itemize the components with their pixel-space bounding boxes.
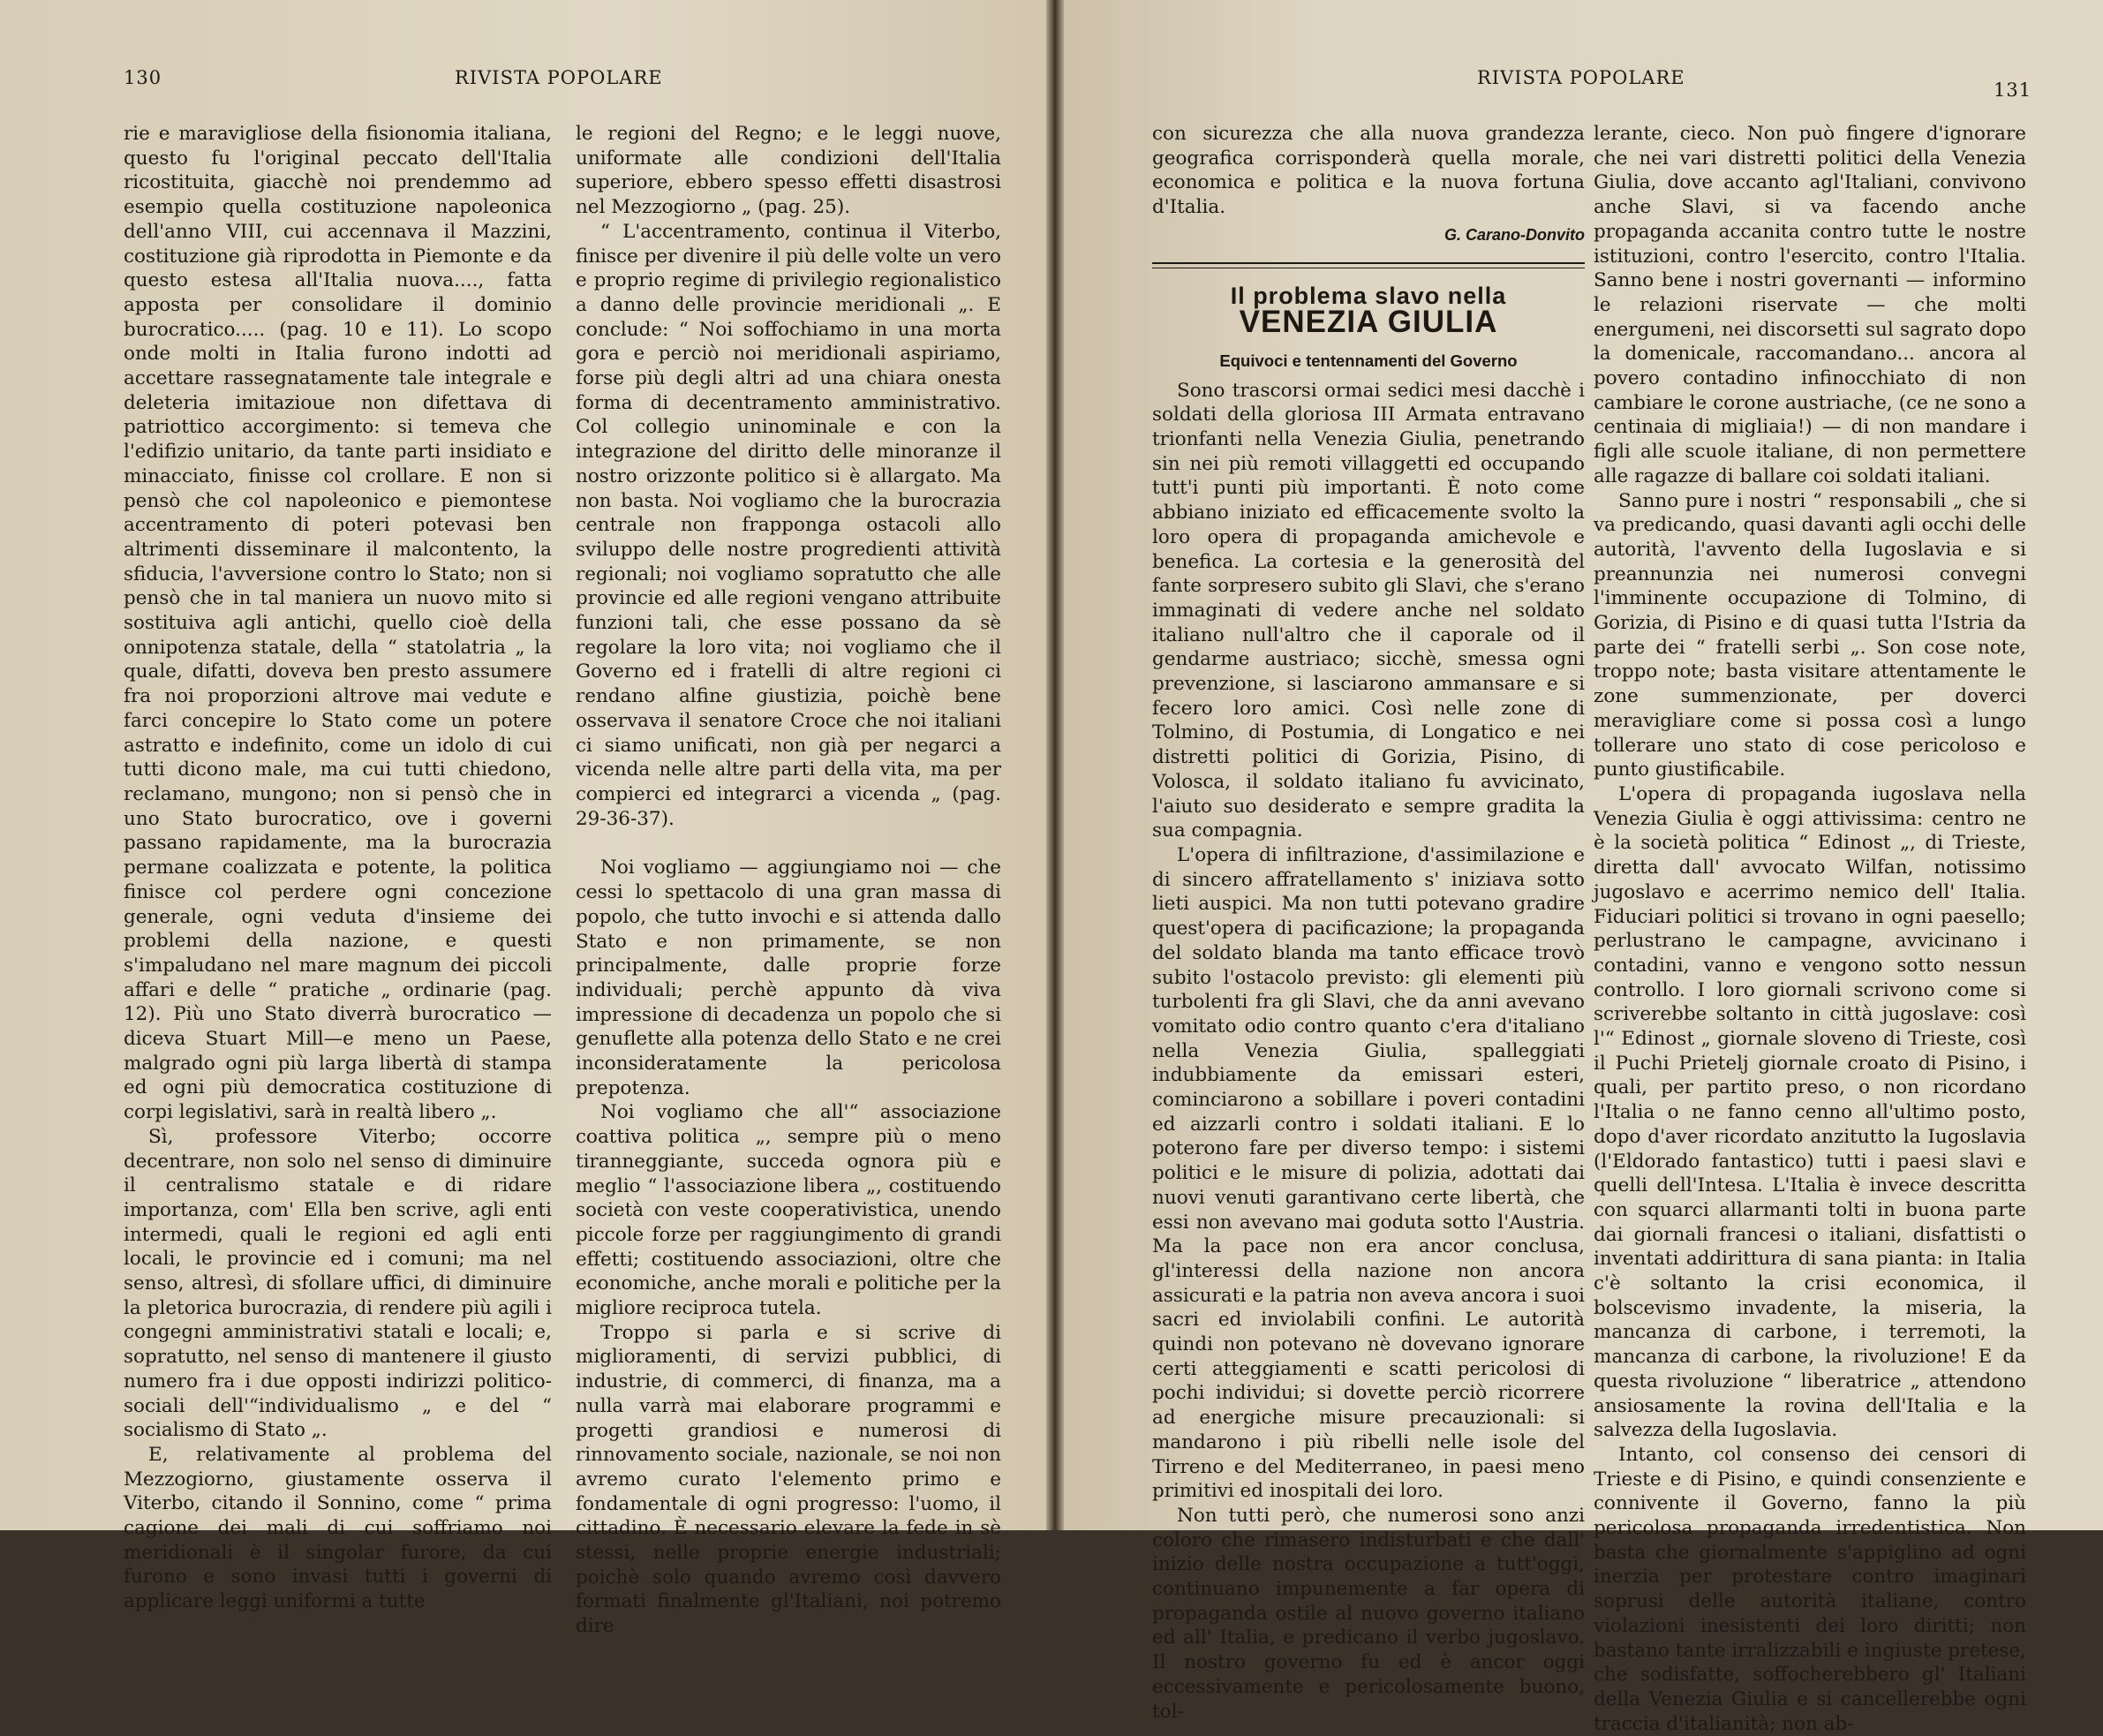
left-column-2 (576, 122, 1001, 1639)
article-title: VENEZIA GIULIA (1239, 305, 1498, 340)
author-signature: G. Carano-Donvito (1443, 225, 1585, 244)
running-head: RIVISTA POPOLARE (1477, 67, 1685, 88)
left-page (0, 0, 1046, 1638)
paragraph: Sì, professore Viterbo; occorre decentrare, non solo nel senso di diminuire il centralismo statale e di ridare importanza, com' Ella ben scrive, agli enti intermedi, quali le regioni ed agli enti locali, le provincie ed i comuni; ma nel senso, altresì, di sfollare uffici, di diminuire la pletorica burocrazia, di rendere più agili i congegni amministrativi statali e locali; e, sopratutto, nel senso di mantenere il giusto numero fra i due opposti indirizzi politico-sociali dell'“individualismo „ e del “ socialismo di Stato „. (124, 1125, 552, 1442)
article-kicker: Il problema slavo nella (1230, 282, 1507, 309)
paragraph: Non tutti però, che numerosi sono anzi coloro che rimasero indisturbati e che dall' inizio delle nostra occupazione a tutt'oggi, continuano impunemente a far opera di propaganda ostile al nuovo governo italiano ed all' Italia, e predicano il verbo jugoslavo. Il nostro governo fu ed è ancor oggi eccessivamente e pericolosamente buono, tol- (1152, 1504, 1585, 1723)
paragraph: con sicurezza che alla nuova grandezza geografica corrisponderà quella morale, economica e politica e la nuova fortuna d'Italia. (1152, 123, 1585, 219)
paragraph: Troppo si parla e si scrive di miglioramenti, di servizi pubblici, di industrie, di commerci, di finanza, ma a nulla varrà mai elaborare programmi e progetti grandiosi e numerosi di rinnovamento sociale, nazionale, se noi non avremo curato l'elemento primo e fondamentale di ogni progresso: l'uomo, il cittadino. È necessario elevare la fede in sè stessi, nelle proprie energie industriali; poichè solo quando avremo così davvero formati finalmente gl'Italiani, noi potremo dire (576, 1321, 1001, 1638)
book-gutter (1046, 0, 1064, 1530)
paragraph: L'opera di propaganda iugoslava nella Venezia Giulia è oggi attivissima: centro ne è la società politica “ Edinost „, di Trieste, diretta dall' avvocato Wilfan, notissimo jugoslavo e acerrimo nemico dell' Italia. Fiduciari politici si trovano in ogni paesello; perlustrano le campagne, avvicinano i contadini, vanno e vengono sotto nessun controllo. I loro giornali scrivono come si scriverebbe soltanto in città jugoslave: così l'“ Edinost „ giornale sloveno di Trieste, così il Puchi Prietelj giornale croato di Pisino, i quali, per partito preso, o non ricordano l'Italia o ne fanno cenno all'ultimo posto, dopo d'aver ricordato anzitutto la Iugoslavia (l'Eldorado fantastico) tutti i paesi slavi e quelli dell'Intesa. L'Italia è invece descritta con squarci allarmanti tolti in buona parte dai giornali francesi o italiani, disfattisti o inventati addirittura di sana pianta: in Italia c'è soltanto la crisi economica, il bolscevismo invadente, la miseria, la mancanza di carbone, i terremoti, la mancanza di carbone, la rivoluzione! E da questa rivoluzione “ liberatrice „ attendono ansiosamente la rovina dell'Italia e la salvezza della Iugoslavia. (1594, 782, 2026, 1442)
paragraph: Noi vogliamo — aggiungiamo noi — che cessi lo spettacolo di una gran massa di popolo, che tutto invochi e si attenda dallo Stato e non primamente, se non principalmente, dalle proprie forze individuali; perchè appunto dà viva impressione di decadenza un popolo che si genuflette alla potenza dello Stato e ne crei inconsideratamente la pericolosa prepotenza. (576, 857, 1001, 1099)
right-column-2 (1594, 122, 2026, 1736)
right-page (1064, 0, 2103, 1735)
paragraph: lerante, cieco. Non può fingere d'ignorare che nei vari distretti politici della Venezia Giulia, dove accanto agl'Italiani, convivono anche Slavi, si va facendo anche propaganda accanita contro tutte le nostre istituzioni, contro l'esercito, contro l'Italia. Sanno bene i nostri governanti — informino le relazioni riservate — che molti energumeni, nei discorsetti sul sagrato dopo la domenicale, raccomandano... ancora al povero contadino infinocchiato di non cambiare le corone austriache, (ce ne sono a centinaia di migliaia!) — di non mandare i figli alle scuole italiane, di non permettere alle ragazze di ballare coi soldati italiani. (1594, 123, 2026, 487)
running-head: RIVISTA POPOLARE (455, 67, 663, 88)
paragraph: le regioni del Regno; e le leggi nuove, uniformate alle condizioni dell'Italia superiore, ebbero spesso effetti disastrosi nel Mezzogiorno „ (pag. 25). (576, 123, 1001, 219)
left-column-1 (124, 122, 552, 1614)
paragraph: L'opera di infiltrazione, d'assimilazione e di sincero affratellamento s' iniziava sotto lieti auspici. Ma non tutti potevano gradire quest'opera di pacificazione; la propaganda del soldato blanda ma tanto efficace trovò subito l'ostacolo previsto: gli elementi più turbolenti fra gli Slavi, che da anni avevano vomitato odio contro quanto c'era d'italiano nella Venezia Giulia, spalleggiati indubbiamente da emissari esteri, cominciarono a sobillare i poveri contadini ed aizzarli contro i soldati italiani. E lo poterono fare per diverso tempo: i sistemi politici e le misure di polizia, adottati dai nuovi venuti garantivano certe libertà, che essi non avevano mai goduta sotto l'Austria. Ma la pace non era ancor conclusa, gl'interessi della nazione non ancora assicurati e la patria non aveva ancora i suoi sacri ed inviolabili confini. Le autorità quindi non potevano nè dovevano ignorare certi atteggiamenti e scatti pericolosi di pochi individui; si dovette perciò ricorrere ad energiche misure precauzionali: si mandarono i più ribelli nelle isole del Tirreno e del Mediterraneo, in paesi meno primitivi ed inospitali dei loro. (1152, 843, 1585, 1503)
page-number: 130 (124, 67, 162, 88)
paragraph: Sanno pure i nostri “ responsabili „ che si va predicando, quasi davanti agli occhi delle autorità, l'avvento della Iugoslavia e si preannunzia nei numerosi convegni l'imminente occupazione di Tolmino, di Gorizia, di Pisino e di quasi tutta l'Istria da parte dei “ fratelli serbi „. Son cose note, troppo note; basta visitare attentamente le zone summenzionate, per doverci meravigliare come si possa così a lungo tollerare uno stato di cose pericoloso e punto giustificabile. (1594, 489, 2026, 781)
divider (1152, 262, 1585, 264)
paragraph: rie e maravigliose della fisionomia italiana, questo fu l'original peccato dell'Italia ricostituita, giacchè noi prendemmo ad esempio quella costituzione napoleonica dell'anno VIII, cui accennava il Mazzini, costituzione già riprodotta in Piemonte e da questo estesa all'Italia nuova...., fatta apposta per consolidare il dominio burocratico..... (pag. 10 e 11). Lo scopo onde molti in Italia furono indotti ad accettare rassegnatamente tale integrale e deleteria imitazioue non difettava di patriottico accorgimento: si temeva che l'edifizio unitario, da tante parti insidiato e minacciato, finisse col crollare. E non si pensò che col napoleonico e piemontese accentramento di poteri potevasi ben altrimenti disseminare il malcontento, la sfiducia, l'avversione contro lo Stato; non si pensò che in tal maniera un nuovo mito si sostituiva agli antichi, quello cioè della onnipotenza statale, della “ statolatria „ la quale, difatti, doveva ben presto assumere fra noi proporzioni altrove mai vedute e farci concepire lo Stato come un potere astratto e indefinito, come un idolo di cui tutti dicono male, ma cui tutti chiedono, reclamano, mungono; non si pensò che in uno Stato burocratico, ove i governi passano rapidamente, ma la burocrazia permane coalizzata e potente, la politica finisce col perdere ogni concezione generale, ogni veduta d'insieme dei problemi della nazione, e questi s'impaludano nel mare magnum dei piccoli affari e delle “ pratiche „ ordinarie (pag. 12). Più uno Stato diverrà burocratico — diceva Stuart Mill—e meno un Paese, malgrado ogni più larga libertà di stampa ed ogni più democratica costituzione di corpi legislativi, sarà in realtà libero „. (124, 123, 552, 1124)
article-subtitle: Equivoci e tentennamenti del Governo (1219, 351, 1518, 370)
paragraph: E, relativamente al problema del Mezzogiorno, giustamente osserva il Viterbo, citando il Sonnino, come “ prima cagione dei mali di cui soffriamo noi meridionali è il singolar furore, da cui furono e sono invasi tutti i governi di applicare leggi uniformi a tutte (124, 1443, 552, 1613)
paragraph: “ L'accentramento, continua il Viterbo, finisce per divenire il più delle volte un vero e proprio regime di privilegio regionalistico a danno delle provincie meridionali „. E conclude: “ Noi soffochiamo in una morta gora e perciò noi meridionali aspiriamo, forse più degli altri ad una chiara onesta forma di decentramento amministrativo. Col collegio uninominale e con la integrazione del diritto delle minoranze il nostro orizzonte politico si è allargato. Ma non basta. Noi vogliamo che la burocrazia centrale non frapponga ostacoli allo sviluppo delle nostre progredienti attività regionali; noi vogliamo sopratutto che alle provincie ed alle regioni vengano attribuite funzioni tali, che esse possano da sè regolare la loro vita; noi vogliamo che il Governo ed i fratelli di altre regioni ci rendano alfine giustizia, poichè bene osservava il senatore Croce che noi italiani ci siamo unificati, non già per negarci a vicenda nelle altre parti della vita, ma per compierci ed integrarci a vicenda „ (pag. 29-36-37). (576, 220, 1001, 830)
page-number: 131 (1994, 79, 2032, 101)
paragraph: Intanto, col consenso dei censori di Trieste e di Pisino, e quindi consenziente e connivente il Governo, fanno la più pericolosa propaganda irredentistica. Non basta che giornalmente s'appiglino ad ogni inerzia per protestare contro imaginari soprusi delle autorità italiane, contro violazioni inesistenti dei loro diritti; non bastano tante irralizzabili e ingiuste pretese, che sodisfatte, soffocherebbero gl' Italiani della Venezia Giulia e si cancellerebbe ogni traccia d'italianità; non ab- (1594, 1443, 2026, 1735)
right-column-1 (1152, 122, 1585, 1724)
paragraph: Sono trascorsi ormai sedici mesi dacchè i soldati della gloriosa III Armata entravano trionfanti nella Venezia Giulia, penetrando sin nei più remoti villaggetti ed occupando tutt'i punti più importanti. È noto come abbiano iniziato ed efficacemente svolto la loro opera di propaganda amichevole e benefica. La cortesia e la generosità del fante sorpresero subito gli Slavi, che s'erano immaginati di vedere anche nel soldato italiano null'altro che il caporale od il gendarme austriaco; sicchè, smessa ogni prevenzione, si lasciarono ammansare e si fecero loro amici. Così nelle zone di Tolmino, di Postumia, di Longatico e nei distretti politici di Gorizia, Pisino, di Volosca, il soldato italiano fu avvicinato, l'aiuto suo desiderato e sempre gradita la sua compagnia. (1152, 379, 1585, 842)
paragraph: Noi vogliamo che all'“ associazione coattiva politica „, sempre più o meno tiranneggiante, succeda ognora più e meglio “ l'associazione libera „, costituendo società con veste cooperativistica, unendo piccole forze per raggiungimento di grandi effetti; costituendo associazioni, oltre che economiche, anche morali e politiche per la migliore reciproca tutela. (576, 1101, 1001, 1320)
